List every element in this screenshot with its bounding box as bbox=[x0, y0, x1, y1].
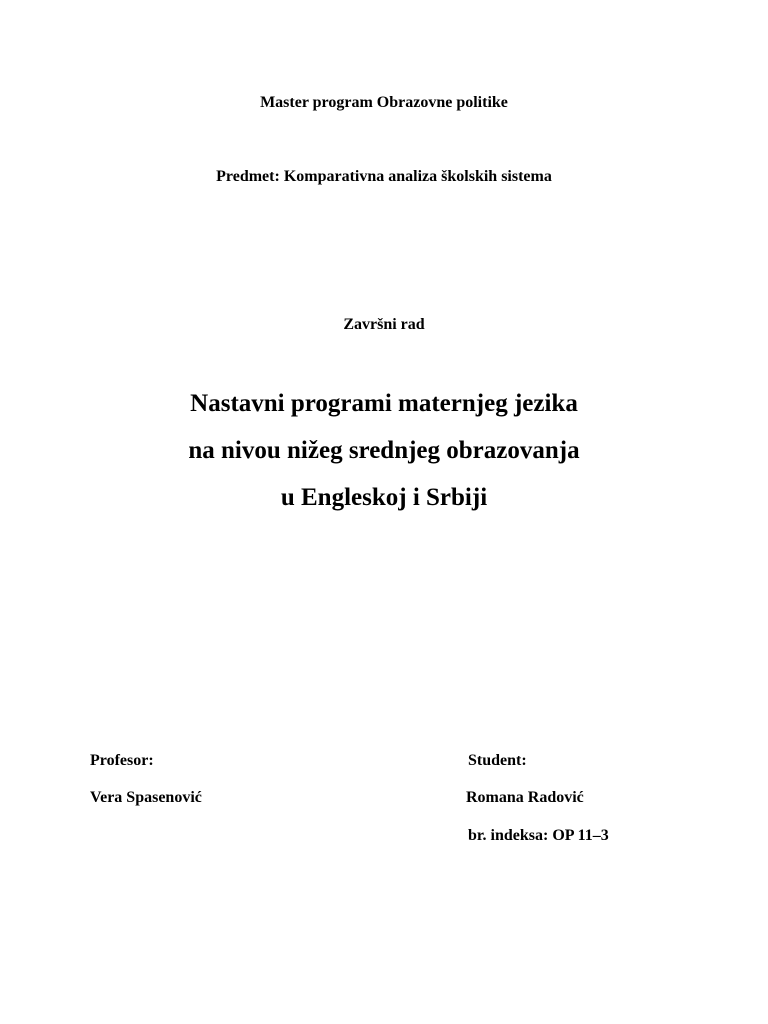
student-label: Student: bbox=[468, 752, 527, 769]
student-index: br. indeksa: OP 11–3 bbox=[468, 827, 609, 844]
subject-heading: Predmet: Komparativna analiza školskih sistema bbox=[216, 168, 552, 185]
professor-label: Profesor: bbox=[90, 752, 154, 769]
professor-name: Vera Spasenović bbox=[90, 789, 202, 806]
thesis-title-line-2: na nivou nižeg srednjeg obrazovanja bbox=[188, 437, 580, 464]
thesis-title-line-1: Nastavni programi maternjeg jezika bbox=[190, 390, 578, 417]
document-type: Završni rad bbox=[343, 316, 425, 333]
student-name: Romana Radović bbox=[466, 789, 584, 806]
thesis-title-line-3: u Engleskoj i Srbiji bbox=[280, 484, 488, 511]
program-heading: Master program Obrazovne politike bbox=[260, 94, 508, 111]
